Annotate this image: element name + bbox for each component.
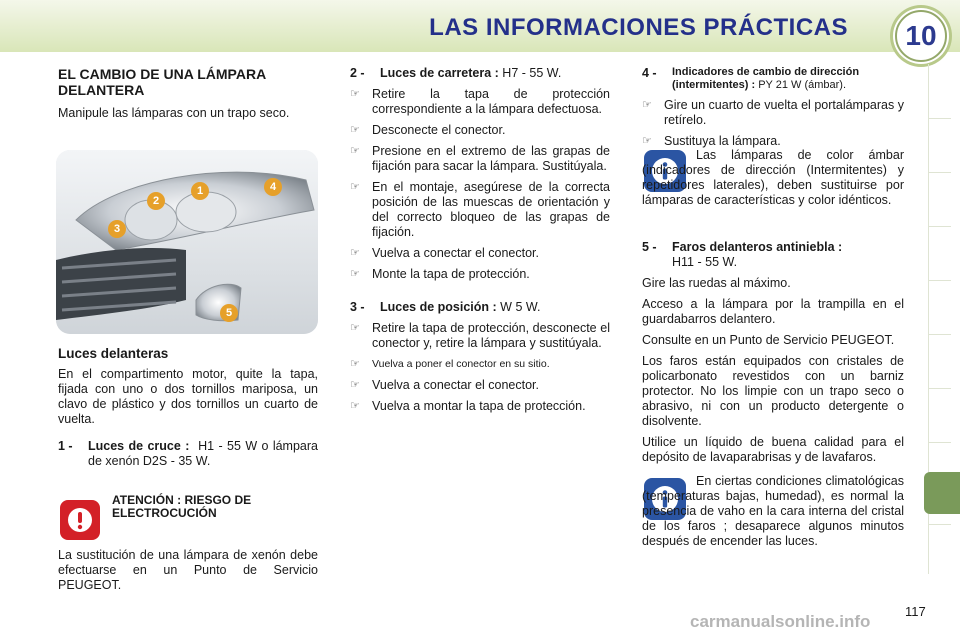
list-item: ☞ Vuelva a conectar el conector.	[350, 378, 539, 392]
list-item: ☞ Vuelva a poner el conector en su sitio.	[350, 358, 550, 370]
item-2: 2 - Luces de carretera : H7 - 55 W.	[350, 66, 562, 80]
list-item: ☞ Sustituya la lámpara.	[642, 134, 781, 148]
para: Consulte en un Punto de Servicio PEUGEOT.	[642, 333, 895, 347]
warning-text: La sustitución de una lámpara de xenón debe efectuarse en un Punto de Servicio PEUGEOT.	[58, 548, 318, 592]
info-note-2	[642, 474, 904, 555]
column-3	[642, 66, 904, 155]
item-1: 1 - Luces de cruce : H1 - 55 W o lámpara de xenón D2S - 35 W.	[58, 439, 318, 468]
column-1-lower	[58, 346, 318, 475]
list-item: ☞ Gire un cuarto de vuelta el portalámparas y retírelo.	[642, 98, 904, 127]
luces-title: Luces delanteras	[58, 346, 169, 361]
chapter-number: 10	[905, 20, 937, 51]
page-number: 117	[905, 604, 926, 619]
callout-2: 2	[147, 192, 165, 210]
list-item: ☞ Presione en el extremo de las grapas de fijación para sacar la lámpara. Sustitúyala.	[350, 144, 610, 173]
bullets-2	[350, 87, 610, 282]
bullets-3	[350, 321, 610, 414]
intro-text: Manipule las lámparas con un trapo seco.	[58, 106, 290, 120]
luces-text: En el compartimento motor, quite la tapa, fijada con uno o dos tornillos mariposa, un clavo de plástico y dos tornillos un cuarto de vuelta.	[58, 367, 318, 426]
list-item: ☞ Monte la tapa de protección.	[350, 267, 530, 281]
para: Los faros están equipados con cristales de policarbonato revestidos con un barniz protector. No los limpie con un trapo seco o abrasivo, ni con un producto detergente o disolvente.	[642, 354, 904, 428]
column-2	[350, 66, 610, 420]
chapter-badge	[893, 8, 949, 64]
warning-block	[58, 548, 318, 599]
info-note-1	[642, 148, 904, 214]
headlamp-photo	[56, 150, 318, 334]
callout-1: 1	[191, 182, 209, 200]
list-item: ☞ Retire la tapa de protección, desconecte el conector y, retire la lámpara y sustitúyala.	[350, 321, 610, 350]
item-4: 4 - Indicadores de cambio de dirección (intermitentes) : PY 21 W (ámbar).	[642, 66, 860, 91]
info-text-2: En ciertas condiciones climatológicas (temperaturas bajas, humedad), es normal la presencia de vaho en la cara interna del cristal de los faros ; desaparece algunos minutos después de encender las luces.	[642, 474, 904, 548]
warning-title: ATENCIÓN : RIESGO DE ELECTROCUCIÓN	[112, 493, 252, 520]
para: Gire las ruedas al máximo.	[642, 276, 791, 290]
column-1	[58, 66, 318, 127]
column-3-mid	[642, 240, 904, 471]
list-item: ☞ En el montaje, asegúrese de la correcta posición de las muescas de orientación y del correcto bloqueo de las grapas de fijación.	[350, 180, 610, 239]
callout-4: 4	[264, 178, 282, 196]
watermark: carmanualsonline.info	[690, 612, 871, 631]
info-text-1: Las lámparas de color ámbar (indicadores de dirección (Intermitentes) y repetidores laterales), deben sustituirse por lámparas de características y color idénticos.	[642, 148, 904, 207]
para: Acceso a la lámpara por la trampilla en el guardabarros delantero.	[642, 297, 904, 326]
list-item: ☞ Vuelva a montar la tapa de protección.	[350, 399, 586, 413]
callout-3: 3	[108, 220, 126, 238]
warning-icon	[60, 500, 100, 540]
item-5: 5 - Faros delanteros antiniebla : H11 - 55 W.	[642, 240, 843, 269]
list-item: ☞ Retire la tapa de protección correspondiente a la lámpara defectuosa.	[350, 87, 610, 116]
section-title: EL CAMBIO DE UNA LÁMPARA DELANTERA	[58, 66, 266, 98]
list-item: ☞ Desconecte el conector.	[350, 123, 506, 137]
para: Utilice un líquido de buena calidad para el depósito de lavaparabrisas y de lavafaros.	[642, 435, 904, 464]
chapter-tab-active[interactable]	[924, 472, 960, 514]
page-header-title: LAS INFORMACIONES PRÁCTICAS	[429, 14, 848, 41]
list-item: ☞ Vuelva a conectar el conector.	[350, 246, 539, 260]
callout-5: 5	[220, 304, 238, 322]
item-3: 3 - Luces de posición : W 5 W.	[350, 300, 541, 314]
